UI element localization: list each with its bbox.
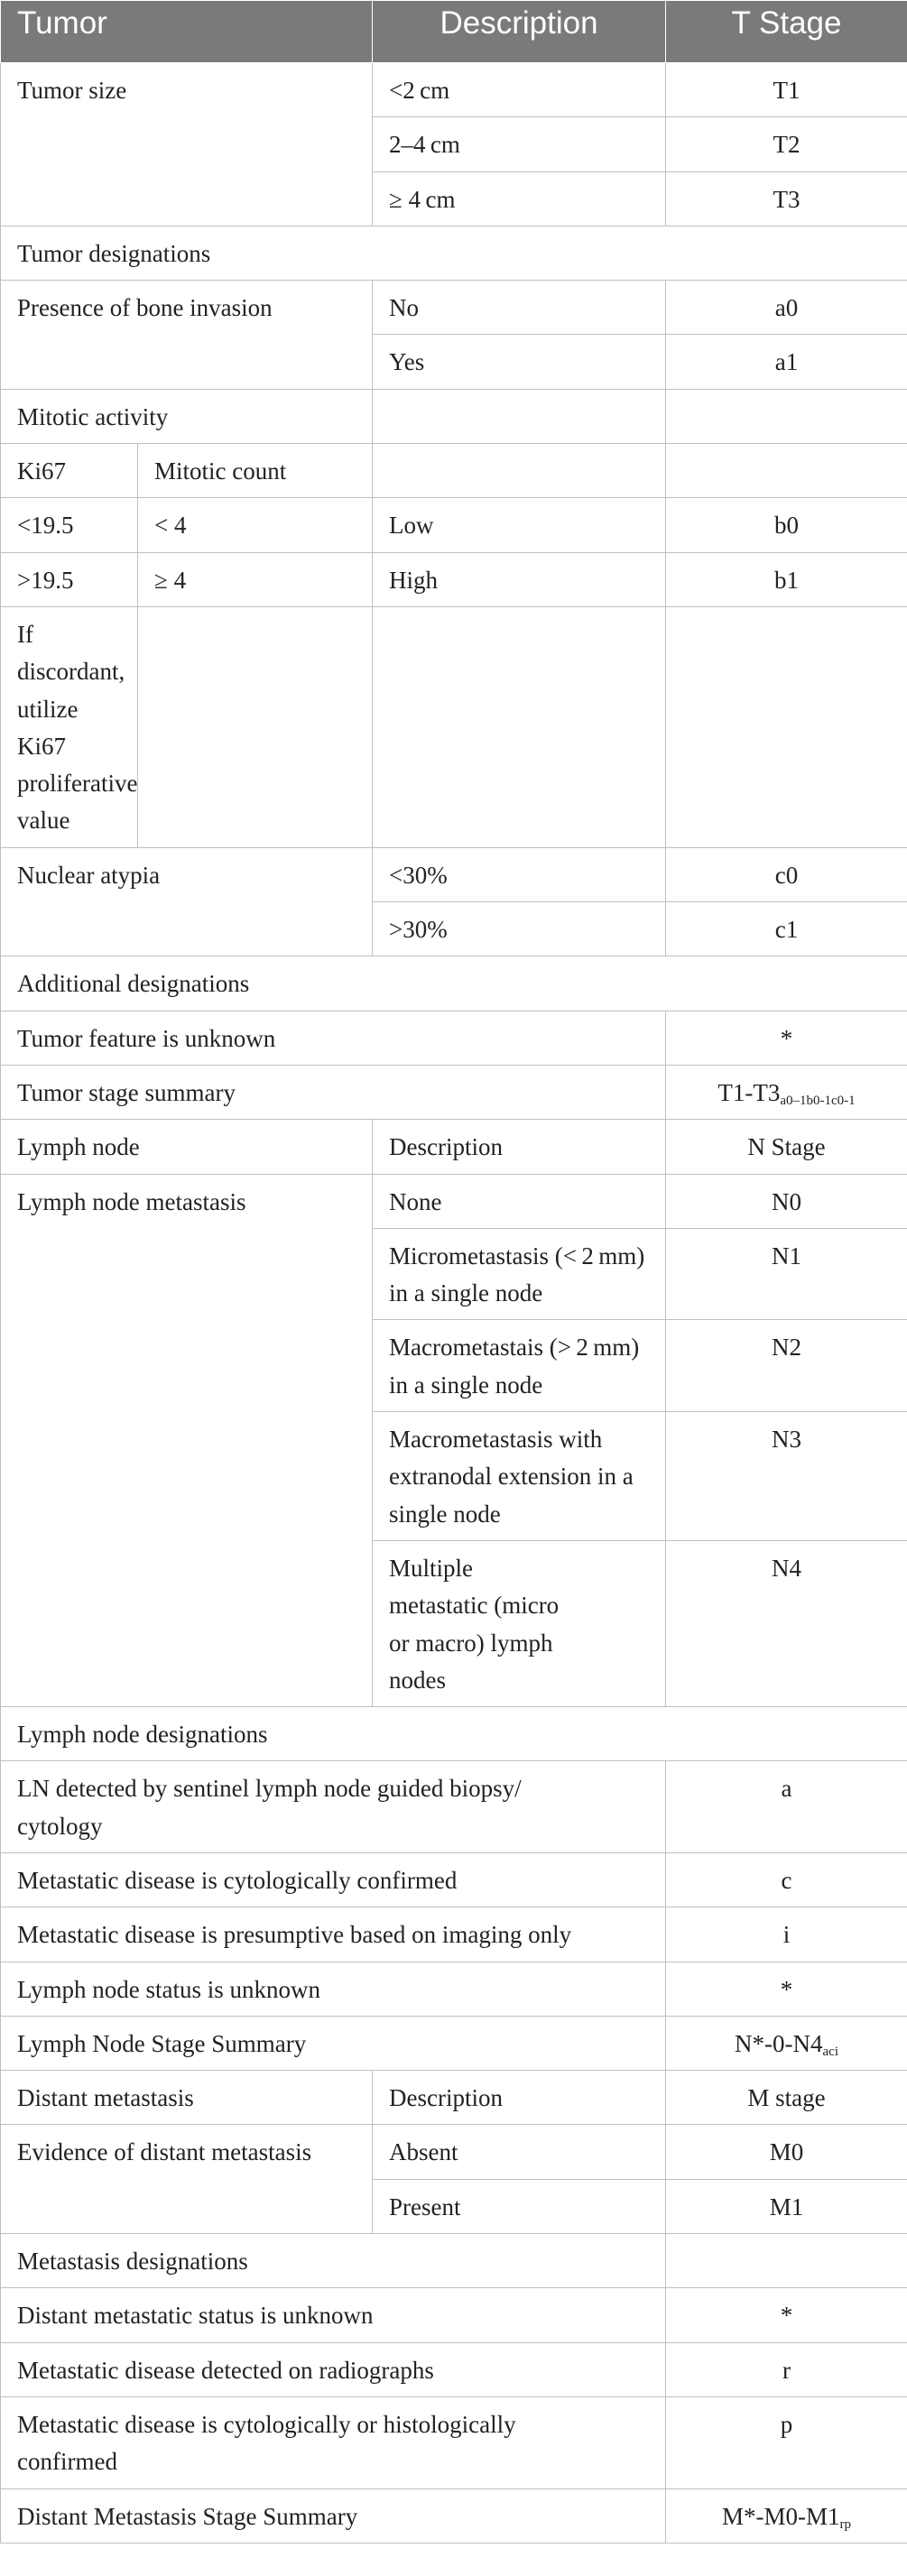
table-row <box>1 1852 907 1907</box>
lymph-metastasis-stage: N3 <box>666 1412 907 1541</box>
mitotic-count-label: Mitotic count <box>138 444 373 498</box>
mitotic-stage: b0 <box>666 498 907 552</box>
lymph-metastasis-label: Lymph node metastasis <box>1 1174 373 1707</box>
lymph-metastasis-desc: Macrometastais (> 2 mm) in a single node <box>373 1320 666 1412</box>
lymph-designation-stage: i <box>666 1907 907 1962</box>
metastasis-designation-stage: r <box>666 2342 907 2396</box>
table-row <box>1 498 907 552</box>
tumor-size-desc: <2 cm <box>373 63 666 117</box>
table-row <box>1 226 907 280</box>
table-row <box>1 1065 907 1119</box>
lymph-metastasis-desc: Multiple metastatic (micro or macro) lymph nodes <box>373 1540 666 1706</box>
table-row <box>1 1962 907 2016</box>
mitotic-desc: High <box>373 552 666 606</box>
tumor-size-desc: ≥ 4 cm <box>373 171 666 226</box>
mitotic-count-value: < 4 <box>138 498 373 552</box>
distant-evidence-desc: Present <box>373 2179 666 2233</box>
ki67-value: <19.5 <box>1 498 138 552</box>
table-row <box>1 63 907 117</box>
section-metastasis-designations: Metastasis designations <box>1 2234 666 2288</box>
tumor-size-label: Tumor size <box>1 63 373 226</box>
bone-invasion-label: Presence of bone invasion <box>1 281 373 390</box>
table-row <box>1 2488 907 2543</box>
table-row <box>1 956 907 1011</box>
lymph-header-description: Description <box>373 1120 666 1174</box>
distant-evidence-desc: Absent <box>373 2125 666 2179</box>
table-row <box>1 2342 907 2396</box>
lymph-metastasis-stage: N1 <box>666 1228 907 1320</box>
table-row <box>1 281 907 335</box>
tumor-unknown-stage: * <box>666 1011 907 1065</box>
mitotic-stage: b1 <box>666 552 907 606</box>
metastasis-designation-label: Distant metastatic status is unknown <box>1 2288 666 2342</box>
tumor-unknown-label: Tumor feature is unknown <box>1 1011 666 1065</box>
tumor-size-desc: 2–4 cm <box>373 117 666 171</box>
discordant-note: If discordant, utilize Ki67 proliferative value <box>1 606 138 847</box>
section-tumor-designations: Tumor designations <box>1 226 907 280</box>
metastasis-designation-stage: * <box>666 2288 907 2342</box>
mitotic-desc: Low <box>373 498 666 552</box>
table-row <box>1 1120 907 1174</box>
empty-cell <box>666 389 907 443</box>
lymph-header-label: Lymph node <box>1 1120 373 1174</box>
lymph-designation-stage: a <box>666 1761 907 1853</box>
table-row <box>1 606 907 847</box>
tumor-summary-stage: $T1-T3_{a0-1b0-1c0-1}$ <box>666 1065 907 1119</box>
table-row <box>1 389 907 443</box>
section-additional-designations: Additional designations <box>1 956 907 1011</box>
empty-cell <box>373 606 666 847</box>
table-header-row <box>1 1 907 63</box>
table-row <box>1 552 907 606</box>
table-row <box>1 1707 907 1761</box>
lymph-designation-stage: c <box>666 1852 907 1907</box>
distant-evidence-stage: M0 <box>666 2125 907 2179</box>
lymph-summary-label: Lymph Node Stage Summary <box>1 2016 666 2070</box>
lymph-designation-label: Metastatic disease is cytologically confirmed <box>1 1852 666 1907</box>
distant-summary-subscript: rp <box>839 2516 852 2532</box>
lymph-summary-stage: $N*-0-N4_{aci}$ <box>666 2016 907 2070</box>
table-row <box>1 1174 907 1228</box>
bone-invasion-desc: No <box>373 281 666 335</box>
lymph-header-stage: N Stage <box>666 1120 907 1174</box>
header-description: Description <box>373 1 666 63</box>
metastasis-designation-stage: p <box>666 2396 907 2488</box>
mitotic-count-value: ≥ 4 <box>138 552 373 606</box>
lymph-designation-stage: * <box>666 1962 907 2016</box>
table-row <box>1 2125 907 2179</box>
table-row <box>1 2071 907 2125</box>
nuclear-atypia-desc: >30% <box>373 902 666 956</box>
metastasis-designation-label: Metastatic disease detected on radiographs <box>1 2342 666 2396</box>
distant-header-stage: M stage <box>666 2071 907 2125</box>
nuclear-atypia-stage: c1 <box>666 902 907 956</box>
distant-summary-stage: $M*-M0-M1_{rp}$ <box>666 2488 907 2543</box>
lymph-metastasis-stage: N2 <box>666 1320 907 1412</box>
empty-cell <box>138 606 373 847</box>
metastasis-designation-label: Metastatic disease is cytologically or histologically confirmed <box>1 2396 666 2488</box>
lymph-metastasis-stage: N0 <box>666 1174 907 1228</box>
empty-cell <box>373 444 666 498</box>
table-row <box>1 1761 907 1853</box>
ki67-label: Ki67 <box>1 444 138 498</box>
section-lymph-designations: Lymph node designations <box>1 1707 907 1761</box>
lymph-metastasis-desc: None <box>373 1174 666 1228</box>
empty-cell <box>373 389 666 443</box>
bone-invasion-stage: a0 <box>666 281 907 335</box>
table-row <box>1 2234 907 2288</box>
table-row <box>1 1907 907 1962</box>
tumor-summary-subscript: a0–1b0-1c0-1 <box>780 1093 856 1108</box>
nuclear-atypia-desc: <30% <box>373 847 666 901</box>
empty-cell <box>666 444 907 498</box>
tumor-size-stage: T1 <box>666 63 907 117</box>
lymph-designation-label: Metastatic disease is presumptive based on imaging only <box>1 1907 666 1962</box>
header-t-stage: T Stage <box>666 1 907 63</box>
nuclear-atypia-stage: c0 <box>666 847 907 901</box>
lymph-designation-label: LN detected by sentinel lymph node guided biopsy/ cytology <box>1 1761 666 1853</box>
distant-header-description: Description <box>373 2071 666 2125</box>
distant-evidence-stage: M1 <box>666 2179 907 2233</box>
mitotic-activity-label: Mitotic activity <box>1 389 373 443</box>
table-row <box>1 847 907 901</box>
tumor-summary-label: Tumor stage summary <box>1 1065 666 1119</box>
tumor-size-stage: T3 <box>666 171 907 226</box>
table-row <box>1 1011 907 1065</box>
distant-summary-label: Distant Metastasis Stage Summary <box>1 2488 666 2543</box>
table-row <box>1 2396 907 2488</box>
lymph-summary-subscript: aci <box>822 2044 838 2059</box>
empty-cell <box>666 2234 907 2288</box>
ki67-value: >19.5 <box>1 552 138 606</box>
lymph-designation-label: Lymph node status is unknown <box>1 1962 666 2016</box>
table-row <box>1 2016 907 2070</box>
distant-evidence-label: Evidence of distant metastasis <box>1 2125 373 2234</box>
table-row <box>1 2288 907 2342</box>
empty-cell <box>666 606 907 847</box>
tumor-size-stage: T2 <box>666 117 907 171</box>
header-tumor: Tumor <box>1 1 373 63</box>
nuclear-atypia-label: Nuclear atypia <box>1 847 373 956</box>
lymph-metastasis-desc: Macrometastasis with extranodal extension in a single node <box>373 1412 666 1541</box>
table-row <box>1 444 907 498</box>
bone-invasion-desc: Yes <box>373 335 666 389</box>
lymph-metastasis-desc: Micrometastasis (< 2 mm) in a single node <box>373 1228 666 1320</box>
distant-header-label: Distant metastasis <box>1 2071 373 2125</box>
bone-invasion-stage: a1 <box>666 335 907 389</box>
lymph-metastasis-stage: N4 <box>666 1540 907 1706</box>
